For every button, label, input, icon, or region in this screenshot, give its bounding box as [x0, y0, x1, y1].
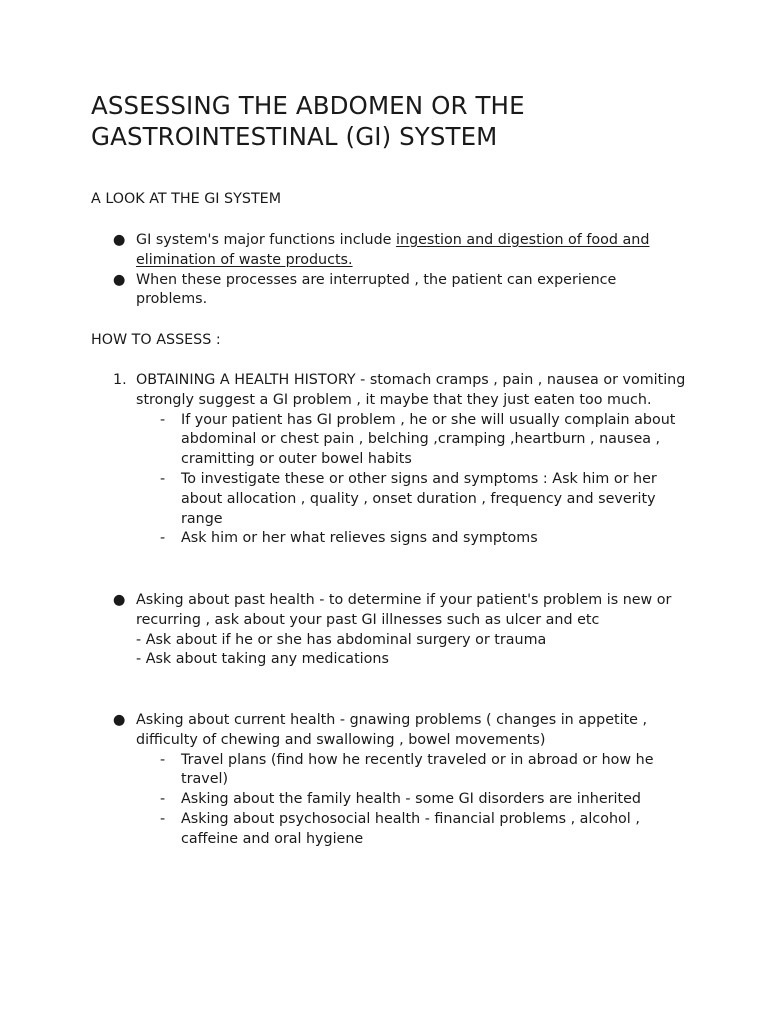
- health-history-sublist: [136, 411, 691, 550]
- bullet-marker: ●: [113, 232, 126, 248]
- dash-marker: -: [160, 470, 166, 487]
- list-item: [91, 271, 691, 311]
- bullet-text: Asking about past health - to determine if your patient's problem is new or recurring , ask about your past GI illnesses such as ulcer and etc: [136, 592, 672, 628]
- list-item: [91, 371, 691, 549]
- past-health-bullet-list: [91, 591, 691, 670]
- list-item: [91, 711, 691, 850]
- past-health-line: - Ask about taking any medications: [136, 651, 389, 668]
- sublist-text: To investigate these or other signs and symptoms : Ask him or her about allocation , quality , onset duration , frequency and severity range: [181, 470, 657, 527]
- dash-marker: -: [160, 810, 166, 827]
- list-item: [136, 411, 691, 470]
- sublist-text: Ask him or her what relieves signs and symptoms: [181, 530, 538, 547]
- bullet-marker: ●: [113, 592, 126, 608]
- sublist-text: If your patient has GI problem , he or she will usually complain about abdominal or chest pain , belching ,cramping ,heartburn , nausea , cramitting or outer bowel habits: [181, 411, 676, 468]
- list-item: [91, 591, 691, 670]
- list-item: [136, 810, 691, 850]
- dash-marker: -: [160, 530, 166, 547]
- dash-marker: -: [160, 411, 166, 428]
- bullet-marker: ●: [113, 271, 126, 288]
- bullet-text: When these processes are interrupted , the patient can experience problems.: [136, 271, 617, 308]
- list-item: [136, 470, 691, 529]
- list-number: 1.: [113, 372, 127, 388]
- document-title: ASSESSING THE ABDOMEN OR THE GASTROINTESTINAL (GI) SYSTEM: [91, 91, 525, 151]
- sublist-text: Asking about the family health - some GI disorders are inherited: [181, 791, 641, 808]
- underlined-text: ingestion and digestion of food and elimination of waste products.: [136, 232, 650, 268]
- list-item-text: OBTAINING A HEALTH HISTORY - stomach cramps , pain , nausea or vomiting strongly suggest a GI problem , it maybe that they just eaten too much.: [136, 372, 686, 408]
- gi-system-bullet-list: [91, 231, 691, 310]
- list-item: [136, 529, 691, 549]
- list-item: [91, 231, 691, 271]
- dash-marker: -: [160, 791, 166, 808]
- bullet-text: Asking about current health - gnawing problems ( changes in appetite , difficulty of chewing and swallowing , bowel movements): [136, 712, 648, 748]
- sublist-text: Asking about psychosocial health - financial problems , alcohol , caffeine and oral hygiene: [181, 810, 640, 847]
- assessment-numbered-list: [91, 371, 691, 549]
- current-health-sublist: [136, 751, 691, 850]
- list-item: [136, 751, 691, 791]
- sublist-text: Travel plans (find how he recently traveled or in abroad or how he travel): [181, 751, 654, 788]
- list-item: [136, 790, 691, 810]
- section-heading-gi-system: A LOOK AT THE GI SYSTEM: [91, 191, 282, 207]
- past-health-line: - Ask about if he or she has abdominal surgery or trauma: [136, 631, 547, 648]
- bullet-text: GI system's major functions include: [136, 232, 397, 248]
- section-heading-how-to-assess: HOW TO ASSESS :: [91, 332, 221, 348]
- current-health-bullet-list: [91, 711, 691, 850]
- bullet-marker: ●: [113, 712, 126, 728]
- dash-marker: -: [160, 751, 166, 768]
